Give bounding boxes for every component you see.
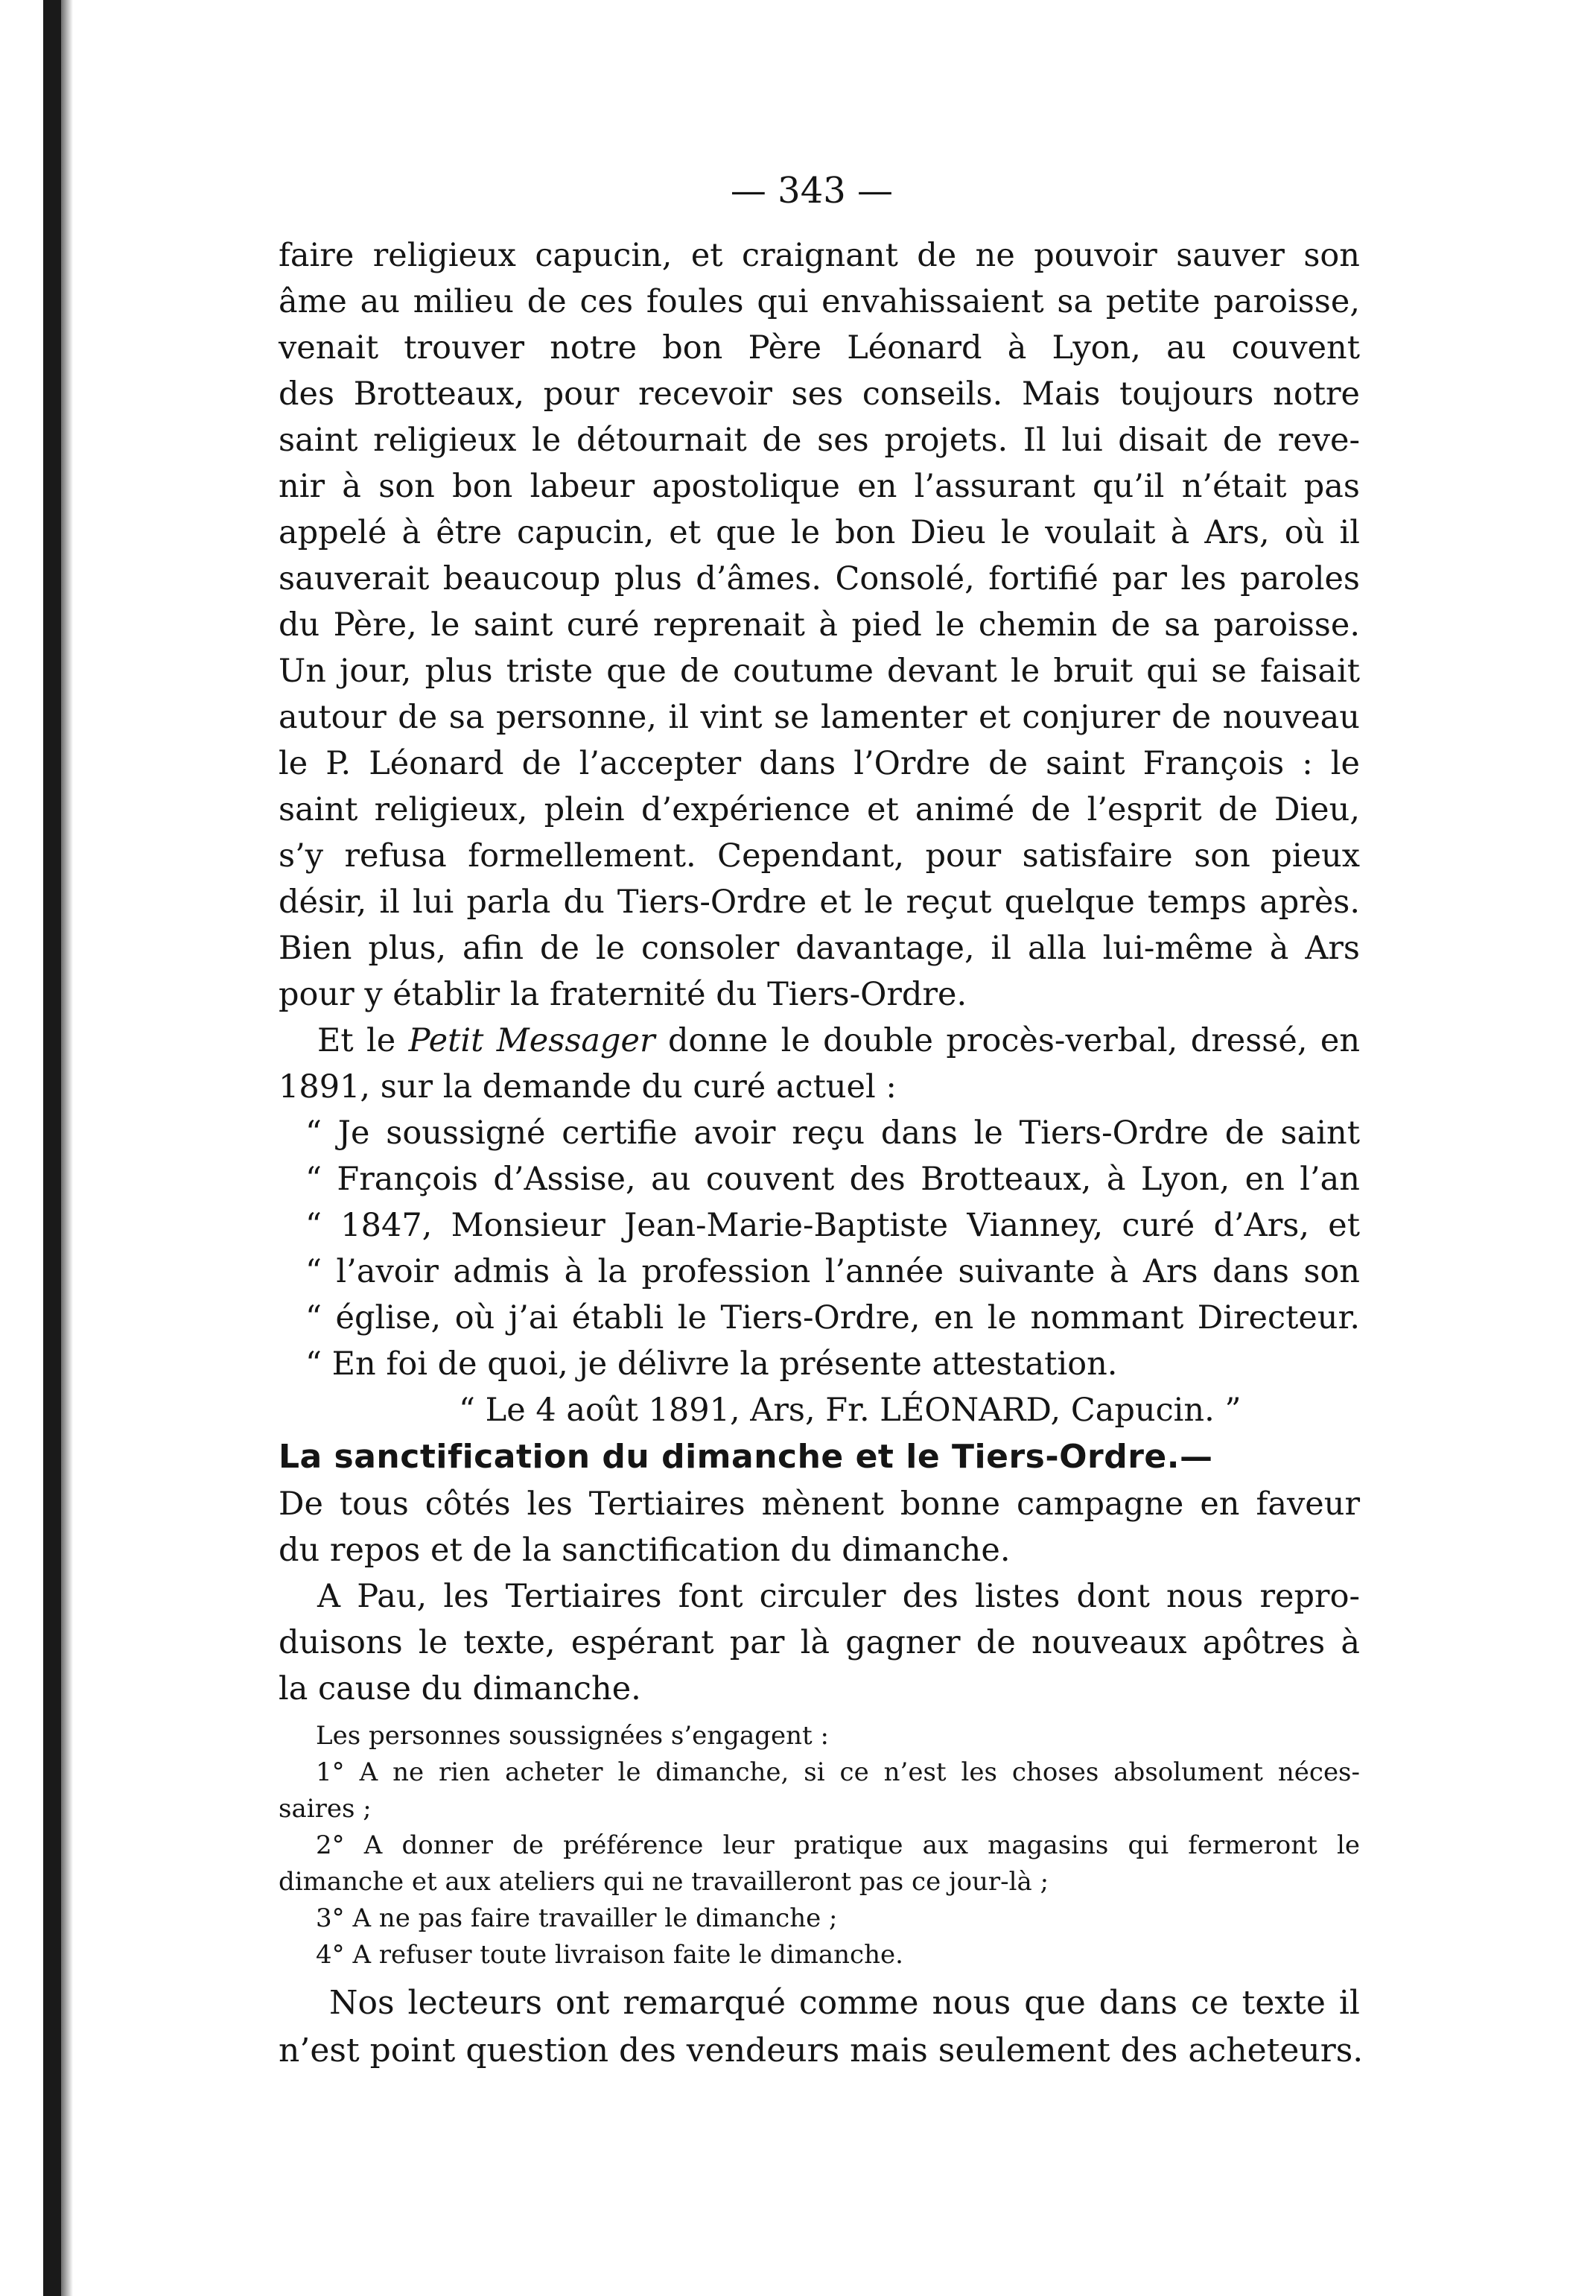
quote-line: “ 1847, Monsieur Jean-Marie-Baptiste Vianney, curé d’Ars, et [305,1207,1360,1244]
text-line: la cause du dimanche. [279,1670,641,1707]
journal-title: Petit Messager [408,1022,655,1059]
text-line: des Brotteaux, pour recevoir ses conseils. Mais toujours notre [279,375,1360,413]
text-line [279,1018,1360,1064]
paragraph-capucin-story [279,232,1360,1018]
section-title: La sanctification du dimanche et le Tiers-Ordre.— [279,1438,1213,1476]
text-line: âme au milieu de ces foules qui envahissaient sa petite paroisse, [279,283,1360,320]
quote-line: “ église, où j’ai établi le Tiers-Ordre, en le nommant Directeur. [305,1299,1360,1336]
paragraph-campaign [279,1481,1360,1573]
book-binding-edge [43,0,61,2296]
paragraph-petit-messager [279,1018,1360,1110]
text-line: nir à son bon labeur apostolique en l’assurant qu’il n’était pas [279,468,1360,505]
text-line: Nos lecteurs ont remarqué comme nous que dans ce texte il [329,1984,1360,2022]
quote-line: “ En foi de quoi, je délivre la présente attestation. [305,1345,1118,1383]
text-line: appelé à être capucin, et que le bon Dieu le voulait à Ars, où il [279,514,1360,551]
text-line: pour y établir la fraternité du Tiers-Ordre. [279,976,967,1013]
quote-line: “ François d’Assise, au couvent des Brotteaux, à Lyon, en l’an [305,1161,1360,1198]
page-text [279,232,1364,2075]
quote-line: “ Je soussigné certifie avoir reçu dans le Tiers-Ordre de saint [305,1114,1360,1152]
closing-paragraph [279,1979,1364,2075]
pledge-item: 3° A ne pas faire travailler le dimanche ; [316,1903,838,1933]
text-line: le P. Léonard de l’accepter dans l’Ordre de saint François : le [279,745,1360,782]
text-line: venait trouver notre bon Père Léonard à Lyon, au couvent [279,329,1360,367]
text-line: saint religieux, plein d’expérience et animé de l’esprit de Dieu, [279,791,1360,828]
text-line: s’y refusa formellement. Cependant, pour satisfaire son pieux [279,837,1360,875]
attestation-signature: “ Le 4 août 1891, Ars, Fr. LÉONARD, Capucin. ” [459,1392,1241,1429]
text-line: duisons le texte, espérant par là gagner de nouveaux apôtres à [279,1624,1360,1661]
pledge-item: saires ; [279,1794,372,1824]
text-line: n’est point question des vendeurs mais seulement des acheteurs. [279,2032,1364,2070]
page-number: — 343 — [730,170,894,212]
text-line: sauverait beaucoup plus d’âmes. Consolé, fortifié par les paroles [279,560,1360,597]
pledge-item: 1° A ne rien acheter le dimanche, si ce n’est les choses absolument néces- [316,1757,1360,1787]
pledge-item: 4° A refuser toute livraison faite le dimanche. [316,1940,903,1970]
text-fragment: Et le [317,1022,409,1059]
text-line: désir, il lui parla du Tiers-Ordre et le reçut quelque temps après. [279,884,1360,921]
text-line: A Pau, les Tertiaires font circuler des listes dont nous repro- [317,1578,1360,1615]
text-line: faire religieux capucin, et craignant de ne pouvoir sauver son [279,237,1360,274]
text-fragment: donne le double procès-verbal, dressé, en [655,1022,1361,1059]
pledge-item: 2° A donner de préférence leur pratique aux magasins qui fermeront le [316,1830,1360,1860]
text-line: saint religieux le détournait de ses projets. Il lui disait de reve- [279,422,1360,459]
text-line: Un jour, plus triste que de coutume devant le bruit qui se faisait [279,653,1360,690]
attestation-quote [279,1110,1360,1433]
pledge-item: dimanche et aux ateliers qui ne travailleront pas ce jour-là ; [279,1867,1049,1897]
text-line: du Père, le saint curé reprenait à pied le chemin de sa paroisse. [279,606,1360,644]
pledge-list [279,1718,1360,1973]
text-line: autour de sa personne, il vint se lamenter et conjurer de nouveau [279,699,1360,736]
text-line: Bien plus, afin de le consoler davantage, il alla lui-même à Ars [279,930,1360,967]
text-line: 1891, sur la demande du curé actuel : [279,1068,897,1106]
quote-line: “ l’avoir admis à la profession l’année suivante à Ars dans son [305,1253,1360,1290]
text-line: De tous côtés les Tertiaires mènent bonne campagne en faveur [279,1485,1360,1523]
text-line: du repos et de la sanctification du dimanche. [279,1532,1011,1569]
pledge-intro: Les personnes soussignées s’engagent : [316,1721,829,1751]
paragraph-pau [279,1573,1360,1712]
binding-shadow [61,0,73,2296]
